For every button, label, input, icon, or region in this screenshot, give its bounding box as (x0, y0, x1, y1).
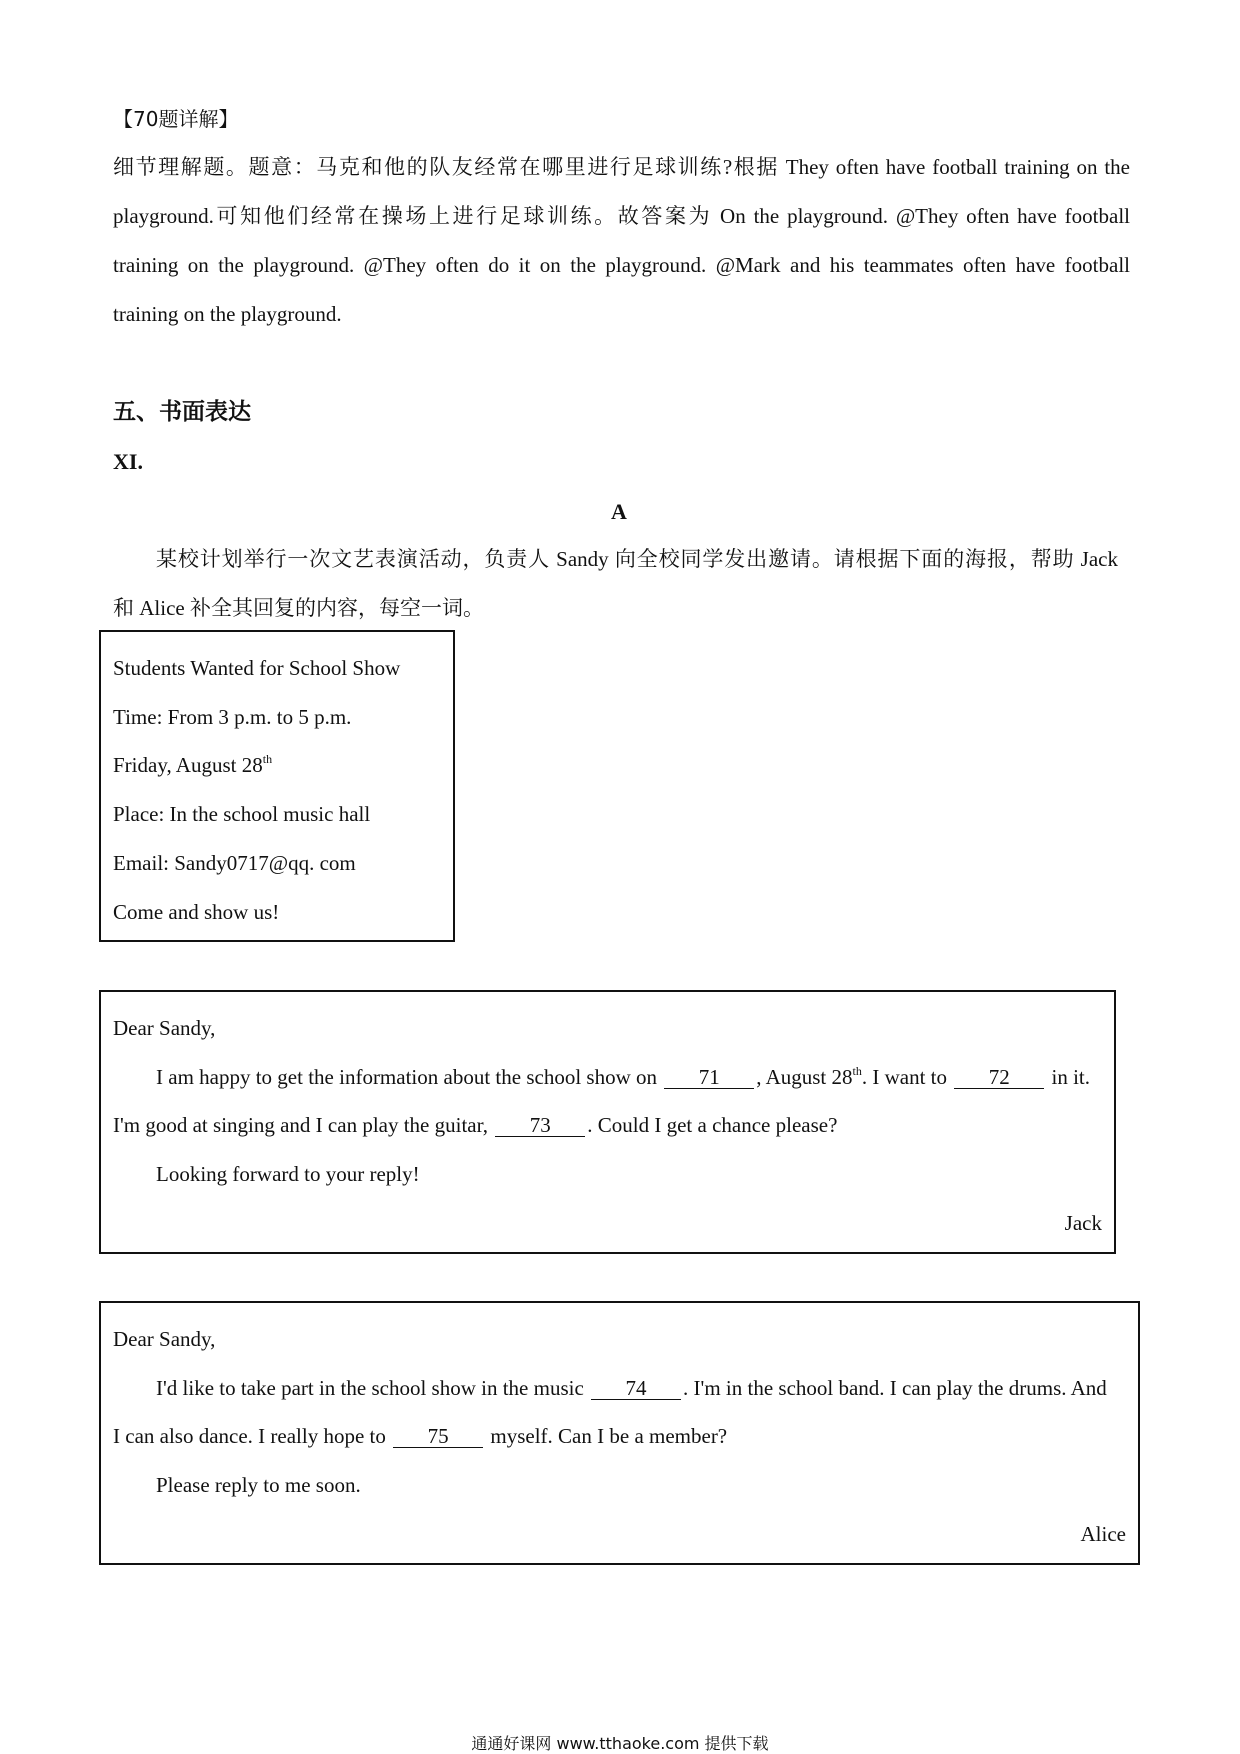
letter-jack-line-1 (156, 1064, 1090, 1090)
letter-jack-signature: Jack (1064, 1211, 1102, 1235)
letter-jack-text-1d: in it. (1051, 1065, 1091, 1089)
letter-alice-line-1 (156, 1375, 1107, 1401)
letter-jack-text-1b: , August 28 (756, 1065, 853, 1089)
poster-time: Time: From 3 p.m. to 5 p.m. (113, 705, 352, 729)
letter-alice-text-1a: I'd like to take part in the school show in the music (156, 1376, 584, 1400)
part-label: XI. (113, 449, 143, 474)
poster-box (99, 630, 455, 942)
poster-date-sup: th (262, 752, 273, 766)
page-footer: 通通好课网 www.tthaoke.com 提供下载 (471, 1734, 769, 1753)
sub-label: A (611, 499, 627, 524)
letter-alice-box (99, 1301, 1140, 1565)
letter-jack-closing: Looking forward to your reply! (156, 1162, 420, 1186)
letter-jack-text-1a: I am happy to get the information about the school show on (156, 1065, 657, 1089)
poster-date-text: Friday, August 28 (113, 753, 263, 777)
blank-72[interactable]: 72 (954, 1066, 1044, 1089)
section-title: 五、书面表达 (113, 399, 251, 425)
letter-alice-text-2a: I can also dance. I really hope to (113, 1424, 386, 1448)
letter-jack-sup: th (852, 1064, 862, 1078)
letter-jack-greeting: Dear Sandy, (113, 1016, 216, 1040)
poster-cta: Come and show us! (113, 900, 280, 924)
letter-alice-line-2 (113, 1423, 727, 1449)
poster-place: Place: In the school music hall (113, 802, 371, 826)
blank-71[interactable]: 71 (664, 1066, 754, 1089)
letter-jack-text-2b: . Could I get a chance please? (587, 1113, 838, 1137)
letter-alice-greeting: Dear Sandy, (113, 1327, 216, 1351)
letter-jack-box (99, 990, 1116, 1254)
letter-alice-signature: Alice (1080, 1522, 1126, 1546)
letter-alice-closing: Please reply to me soon. (156, 1473, 361, 1497)
letter-jack-line-2 (113, 1112, 837, 1138)
answer-70-line-2: playground.可知他们经常在操场上进行足球训练。故答案为 On the playground. @They often have football (113, 204, 1130, 228)
letter-alice-text-1b: . I'm in the school band. I can play the drums. And (683, 1376, 1107, 1400)
poster-email: Email: Sandy0717@qq. com (113, 851, 356, 875)
answer-70-line-4: training on the playground. (113, 302, 342, 326)
answer-70-line-3: training on the playground. @They often do it on the playground. @Mark and his teammates often have football (113, 253, 1130, 277)
letter-jack-text-2a: I'm good at singing and I can play the guitar, (113, 1113, 489, 1137)
instruction-line-1: 某校计划举行一次文艺表演活动，负责人 Sandy 向全校同学发出邀请。请根据下面的海报，帮助 Jack (156, 547, 1118, 571)
answer-70-title: 【70题详解】 (113, 107, 239, 131)
instruction-line-2: 和 Alice 补全其回复的内容，每空一词。 (113, 596, 484, 620)
letter-jack-text-1c: . I want to (861, 1065, 948, 1089)
blank-73[interactable]: 73 (495, 1114, 585, 1137)
letter-alice-text-2b: myself. Can I be a member? (490, 1424, 728, 1448)
blank-75[interactable]: 75 (393, 1425, 483, 1448)
poster-date (113, 752, 272, 778)
poster-title: Students Wanted for School Show (113, 656, 401, 680)
blank-74[interactable]: 74 (591, 1377, 681, 1400)
answer-70-line-1: 细节理解题。题意：马克和他的队友经常在哪里进行足球训练?根据 They often have football training on the (113, 155, 1130, 179)
